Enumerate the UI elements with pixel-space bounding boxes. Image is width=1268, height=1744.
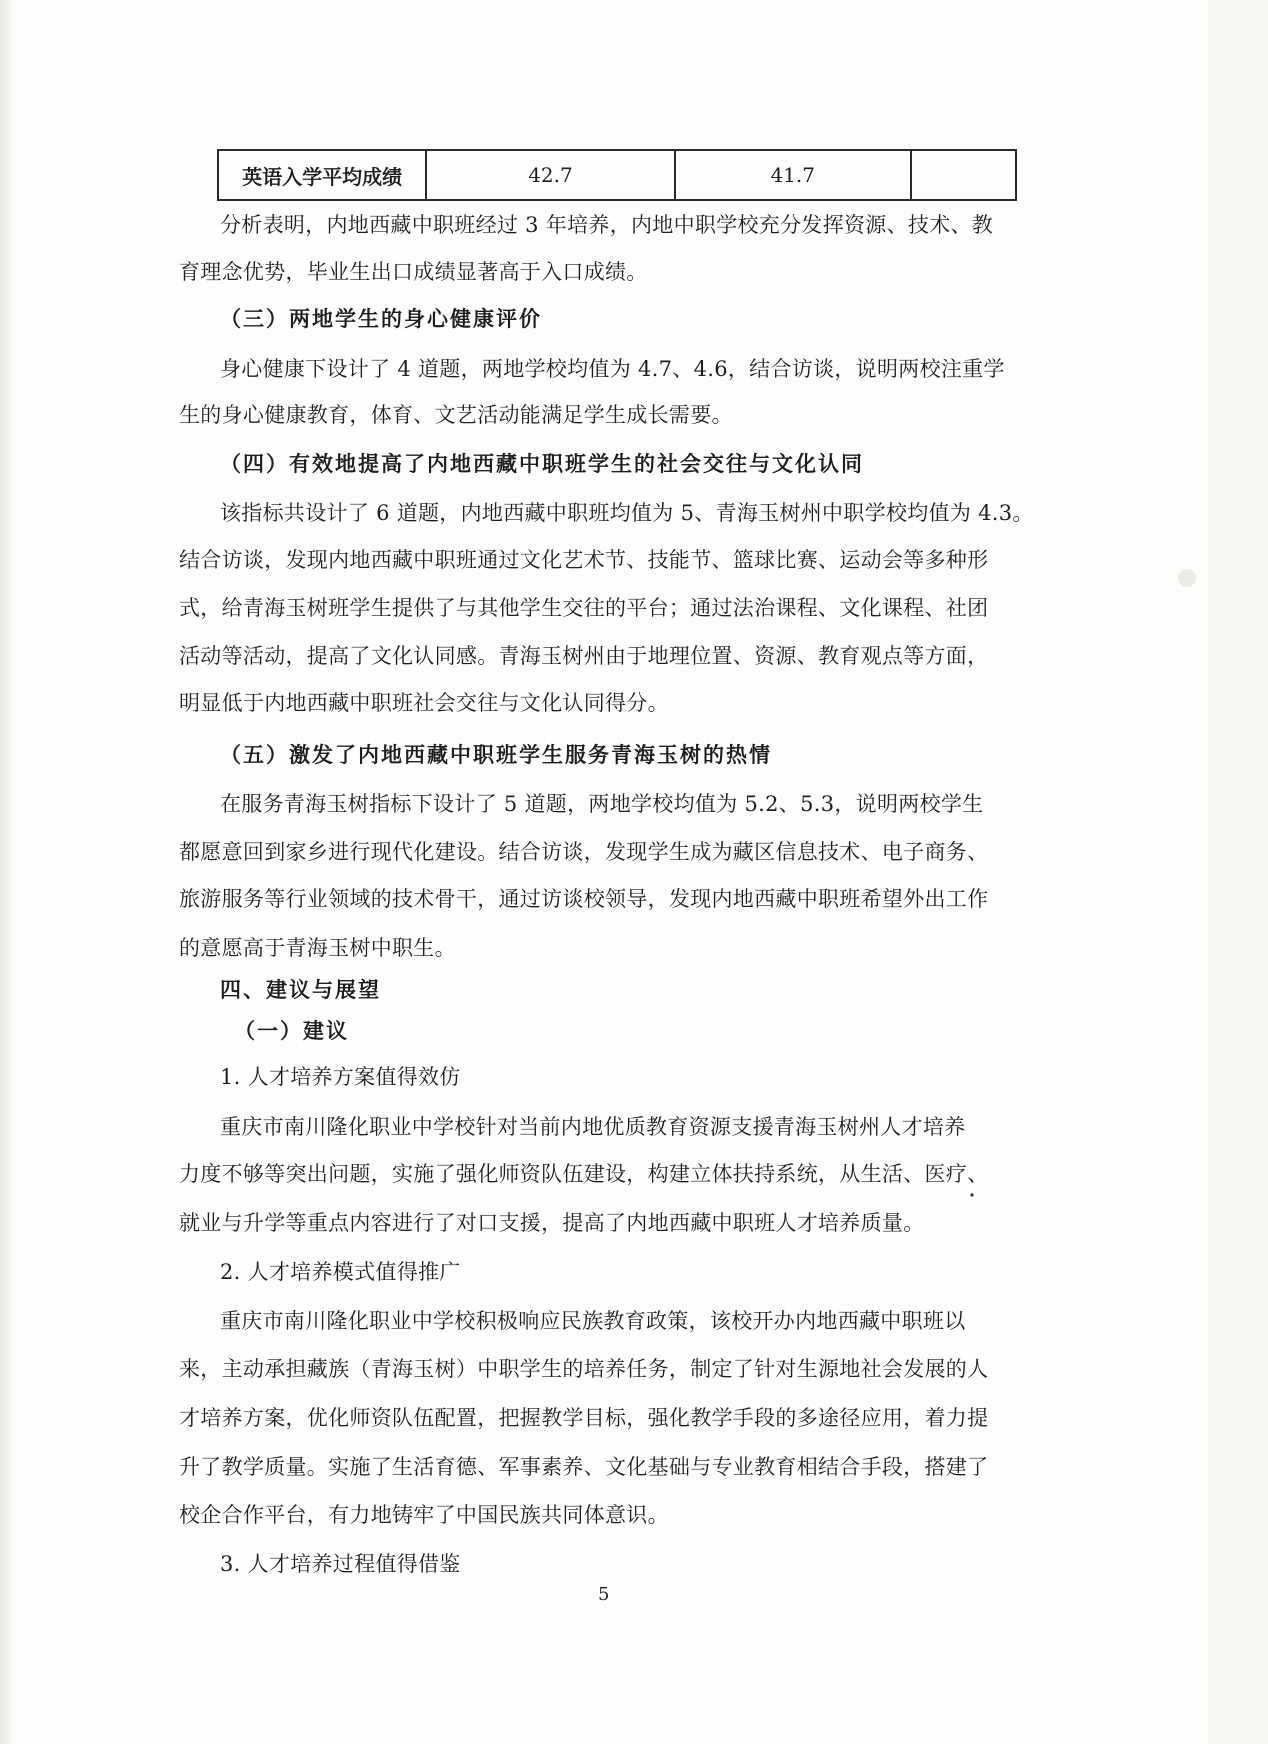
paragraph-line: 重庆市南川隆化职业中学校针对当前内地优质教育资源支援青海玉树州人才培养 — [220, 1115, 966, 1139]
paragraph-line: 结合访谈，发现内地西藏中职班通过文化艺术节、技能节、篮球比赛、运动会等多种形 — [179, 548, 989, 572]
paragraph-line: 就业与升学等重点内容进行了对口支援，提高了内地西藏中职班人才培养质量。 — [179, 1211, 925, 1235]
subsection-title: 1. 人才培养方案值得效仿 — [220, 1065, 461, 1089]
section-heading: （三）两地学生的身心健康评价 — [220, 306, 542, 331]
paragraph-line: 该指标共设计了 6 道题，内地西藏中职班均值为 5、青海玉树州中职学校均值为 4.3。 — [220, 501, 1034, 525]
subsection-heading: （一）建议 — [234, 1018, 349, 1043]
paragraph-line: 的意愿高于青海玉树中职生。 — [179, 936, 456, 960]
paragraph-line: 式，给青海玉树班学生提供了与其他学生交往的平台；通过法治课程、文化课程、社团 — [179, 596, 989, 620]
paragraph-line: 都愿意回到家乡进行现代化建设。结合访谈，发现学生成为藏区信息技术、电子商务、 — [179, 840, 989, 864]
paragraph-line: 生的身心健康教育，体育、文艺活动能满足学生成长需要。 — [179, 403, 733, 427]
paragraph-line: 活动等活动，提高了文化认同感。青海玉树州由于地理位置、资源、教育观点等方面， — [179, 644, 989, 668]
paragraph-line: 重庆市南川隆化职业中学校积极响应民族教育政策，该校开办内地西藏中职班以 — [220, 1309, 966, 1333]
paragraph-line: 来，主动承担藏族（青海玉树）中职学生的培养任务，制定了针对生源地社会发展的人 — [179, 1357, 989, 1381]
document-page — [12, 0, 1208, 1744]
paragraph-line: 升了教学质量。实施了生活育德、军事素养、文化基础与专业教育相结合手段，搭建了 — [179, 1455, 989, 1479]
paragraph-line: 校企合作平台，有力地铸牢了中国民族共同体意识。 — [179, 1503, 669, 1527]
subsection-title: 2. 人才培养模式值得推广 — [220, 1260, 461, 1284]
section-heading: （四）有效地提高了内地西藏中职班学生的社会交往与文化认同 — [220, 451, 864, 476]
table-cell-value-b: 41.7 — [675, 150, 911, 200]
section-heading: 四、建议与展望 — [220, 977, 381, 1002]
paragraph-line: 力度不够等突出问题，实施了强化师资队伍建设，构建立体扶持系统，从生活、医疗、 — [179, 1162, 989, 1186]
scan-speck — [970, 1193, 973, 1196]
table-cell-label: 英语入学平均成绩 — [218, 150, 426, 200]
paragraph-line: 育理念优势，毕业生出口成绩显著高于入口成绩。 — [179, 260, 648, 284]
scan-smudge — [1178, 569, 1196, 587]
paragraph-line: 身心健康下设计了 4 道题，两地学校均值为 4.7、4.6，结合访谈，说明两校注重学 — [220, 357, 1005, 381]
page-number: 5 — [598, 1584, 610, 1605]
paragraph-line: 才培养方案，优化师资队伍配置，把握教学目标，强化教学手段的多途径应用，着力提 — [179, 1406, 989, 1430]
scan-specks — [12, 0, 1208, 1744]
paragraph-line: 分析表明，内地西藏中职班经过 3 年培养，内地中职学校充分发挥资源、技术、教 — [220, 213, 994, 237]
paragraph-line: 旅游服务等行业领域的技术骨干，通过访谈校领导，发现内地西藏中职班希望外出工作 — [179, 887, 989, 911]
section-heading: （五）激发了内地西藏中职班学生服务青海玉树的热情 — [220, 742, 772, 767]
paragraph-line: 在服务青海玉树指标下设计了 5 道题，两地学校均值为 5.2、5.3，说明两校学生 — [220, 792, 984, 816]
paragraph-line: 明显低于内地西藏中职班社会交往与文化认同得分。 — [179, 691, 669, 715]
subsection-title: 3. 人才培养过程值得借鉴 — [220, 1552, 461, 1576]
table-cell-value-a: 42.7 — [426, 150, 674, 200]
scan-left-edge — [0, 0, 12, 1744]
